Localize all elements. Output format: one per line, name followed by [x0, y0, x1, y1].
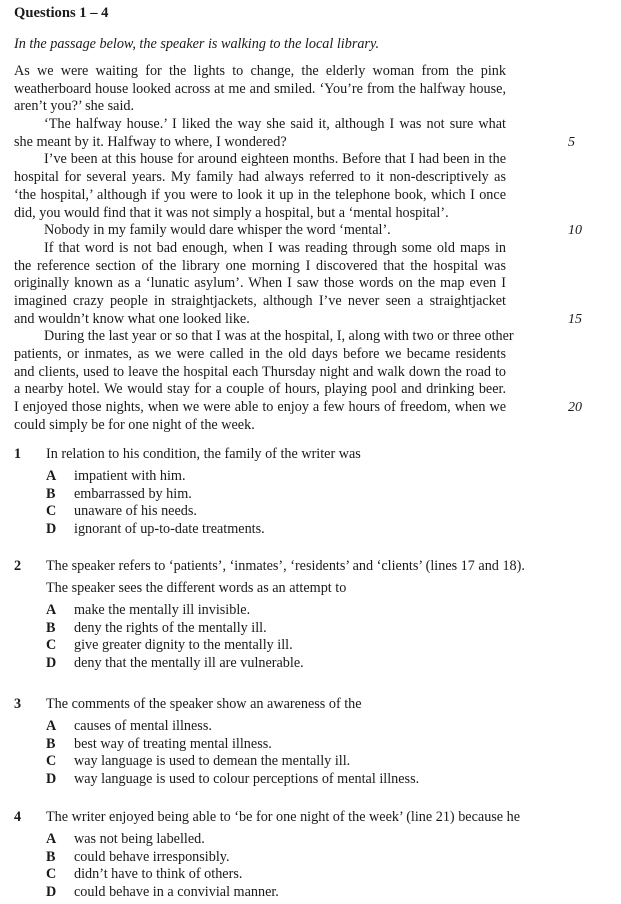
option-text: best way of treating mental illness. — [74, 735, 272, 752]
answer-option-b[interactable] — [46, 620, 267, 637]
option-letter: C — [46, 503, 57, 520]
passage-line: and clients, used to leave the hospital each Thursday night and walk down the road to — [14, 363, 506, 380]
answer-option-b[interactable] — [46, 736, 272, 753]
passage-line: ‘the hospital,’ although if you were to look it up in the telephone book, which I once — [14, 186, 506, 203]
question-number: 1 — [14, 446, 22, 462]
passage-line: aren’t you?’ she said. — [14, 98, 135, 115]
question-number: 3 — [14, 696, 22, 712]
section-heading: Questions 1 – 4 — [14, 5, 109, 21]
option-text: didn’t have to think of others. — [74, 866, 243, 883]
option-letter: A — [46, 468, 57, 484]
answer-option-d[interactable] — [46, 521, 265, 538]
passage-line: hospital for several years. My family had always referred to it non-descriptively as — [14, 169, 506, 186]
question-stem: The comments of the speaker show an awareness of the — [46, 696, 362, 712]
option-text: unaware of his needs. — [74, 503, 197, 520]
option-text: deny that the mentally ill are vulnerable. — [74, 654, 304, 671]
option-text: could behave in a convivial manner. — [74, 883, 279, 900]
answer-option-d[interactable] — [46, 655, 304, 672]
answer-option-c[interactable] — [46, 753, 350, 770]
option-text: way language is used to demean the mentally ill. — [74, 753, 351, 770]
option-letter: C — [46, 753, 57, 770]
option-text: give greater dignity to the mentally ill. — [74, 637, 293, 654]
option-text: deny the rights of the mentally ill. — [74, 619, 267, 636]
answer-option-b[interactable] — [46, 486, 192, 503]
question-stem: The speaker refers to ‘patients’, ‘inmates’, ‘residents’ and ‘clients’ (lines 17 and 18). — [46, 558, 525, 574]
question-number: 4 — [14, 809, 22, 825]
option-letter: A — [46, 718, 57, 734]
answer-option-a[interactable] — [46, 468, 186, 485]
passage-line: As we were waiting for the lights to change, the elderly woman from the pink — [14, 63, 506, 79]
option-letter: B — [46, 485, 56, 502]
line-number: 15 — [568, 311, 582, 327]
option-text: make the mentally ill invisible. — [74, 602, 251, 618]
line-number: 20 — [568, 400, 582, 416]
question-stem: The writer enjoyed being able to ‘be for one night of the week’ (line 21) because he — [46, 809, 521, 825]
option-letter: D — [46, 770, 57, 787]
option-letter: D — [46, 883, 57, 900]
answer-option-c[interactable] — [46, 637, 293, 654]
option-text: was not being labelled. — [74, 831, 205, 847]
passage-line: ‘The halfway house.’ I liked the way she said it, although I was not sure what — [44, 116, 506, 133]
passage-line: During the last year or so that I was at the hospital, I, along with two or three other — [44, 328, 514, 345]
passage-intro: In the passage below, the speaker is walking to the local library. — [14, 36, 380, 52]
passage-line: the reference section of the library one morning I discovered that the hospital was — [14, 257, 506, 274]
answer-option-a[interactable] — [46, 602, 250, 619]
option-letter: A — [46, 602, 57, 618]
question-stem: In relation to his condition, the family of the writer was — [46, 446, 361, 462]
question-stem-continued: The speaker sees the different words as an attempt to — [46, 580, 347, 596]
line-number: 10 — [568, 223, 582, 239]
option-text: way language is used to colour perceptions of mental illness. — [74, 770, 420, 787]
answer-option-d[interactable] — [46, 884, 279, 901]
passage-line: a nearby hotel. We would stay for a couple of hours, playing pool and drinking beer. — [14, 381, 506, 398]
passage-line: originally known as a ‘lunatic asylum’. When I saw those words on the map even I — [14, 275, 506, 292]
passage-line: could simply be for one night of the week. — [14, 416, 255, 433]
option-text: causes of mental illness. — [74, 718, 212, 734]
option-letter: B — [46, 848, 56, 865]
option-letter: B — [46, 735, 56, 752]
option-text: ignorant of up-to-date treatments. — [74, 520, 265, 537]
option-letter: D — [46, 654, 57, 671]
answer-option-a[interactable] — [46, 831, 205, 848]
passage-line: I enjoyed those nights, when we were able to enjoy a few hours of freedom, when we — [14, 399, 506, 416]
answer-option-d[interactable] — [46, 771, 419, 788]
passage-line: did, you would find that it was not simply a hospital, but a ‘mental hospital’. — [14, 204, 449, 221]
answer-option-c[interactable] — [46, 866, 242, 883]
option-letter: D — [46, 520, 57, 537]
option-text: impatient with him. — [74, 468, 186, 484]
option-letter: C — [46, 866, 57, 883]
option-letter: B — [46, 619, 56, 636]
line-number: 5 — [568, 134, 575, 150]
answer-option-c[interactable] — [46, 503, 197, 520]
question-number: 2 — [14, 558, 22, 574]
passage-line: and wouldn’t know what one looked like. — [14, 310, 250, 327]
reading-passage — [14, 63, 514, 434]
answer-option-a[interactable] — [46, 718, 212, 735]
passage-line: Nobody in my family would dare whisper the word ‘mental’. — [44, 222, 391, 239]
passage-line: I’ve been at this house for around eighteen months. Before that I had been in the — [44, 151, 506, 168]
passage-line: weatherboard house looked across at me and smiled. ‘You’re from the halfway house, — [14, 80, 506, 97]
option-text: embarrassed by him. — [74, 485, 192, 502]
option-text: could behave irresponsibly. — [74, 848, 230, 865]
option-letter: C — [46, 637, 57, 654]
passage-line: imagined crazy people in straightjackets, although I’ve never seen a straightjacket — [14, 292, 506, 309]
answer-option-b[interactable] — [46, 849, 230, 866]
option-letter: A — [46, 831, 57, 847]
passage-line: she meant by it. Halfway to where, I wondered? — [14, 133, 287, 150]
passage-line: If that word is not bad enough, when I was reading through some old maps in — [44, 239, 506, 256]
passage-line: patients, or inmates, as we were called in the old days before we became residents — [14, 346, 506, 362]
